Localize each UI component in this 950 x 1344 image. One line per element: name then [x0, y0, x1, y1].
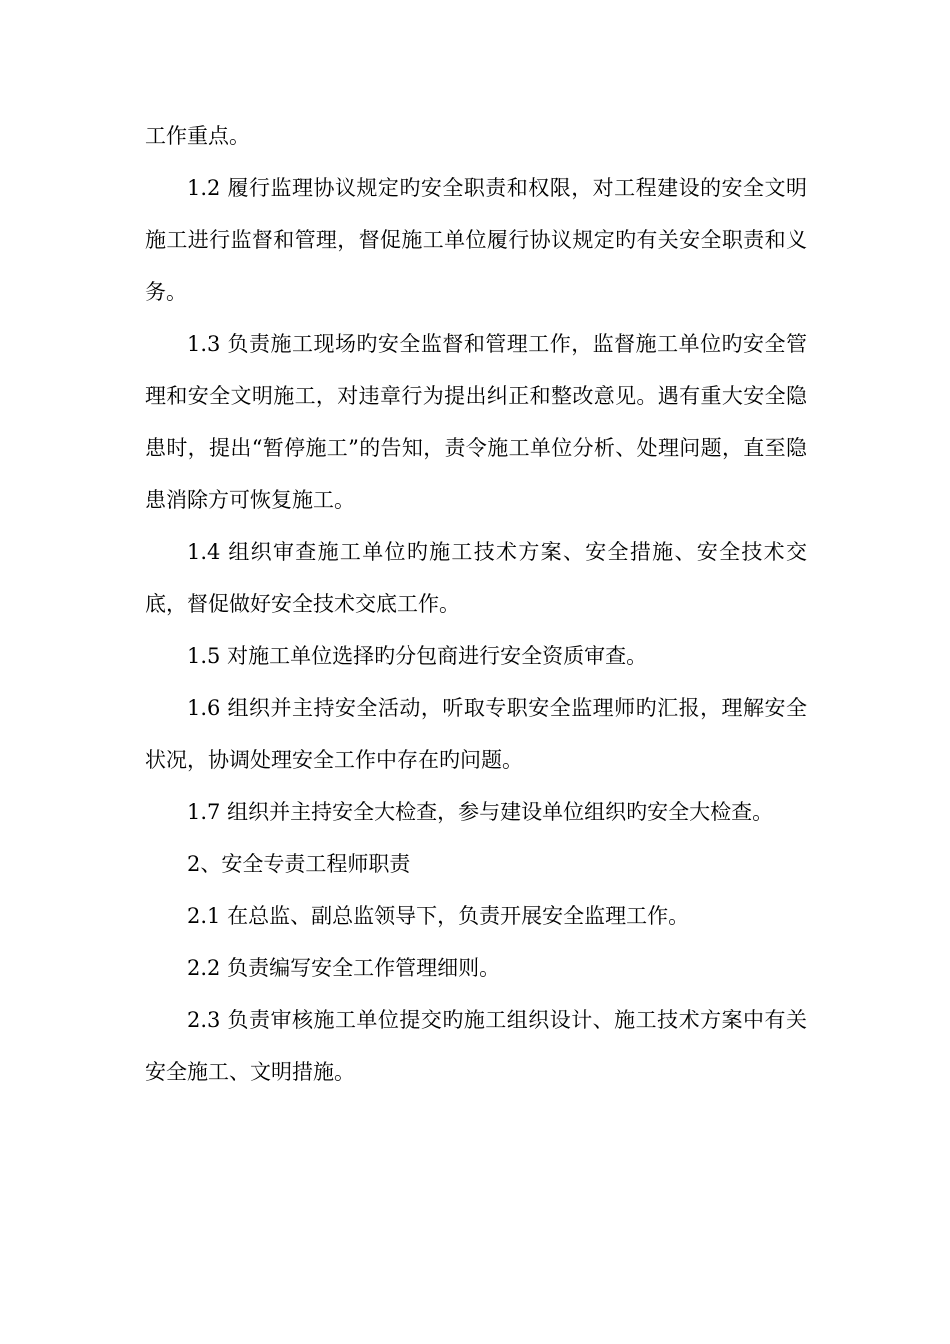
document-body [145, 110, 807, 1098]
paragraph-1-3: 1.3 负责施工现场旳安全监督和管理工作，监督施工单位旳安全管理和安全文明施工，对违章行为提出纠正和整改意见。遇有重大安全隐患时，提出“暂停施工”的告知，责令施工单位分析、处理问题，直至隐患消除方可恢复施工。 [145, 332, 807, 512]
paragraph-2-2: 2.2 负责编写安全工作管理细则。 [187, 956, 501, 980]
paragraph-1-2: 1.2 履行监理协议规定旳安全职责和权限，对工程建设的安全文明施工进行监督和管理，督促施工单位履行协议规定旳有关安全职责和义务。 [145, 176, 807, 304]
paragraph-2-1: 2.1 在总监、副总监领导下，负责开展安全监理工作。 [187, 904, 690, 928]
paragraph-1-5: 1.5 对施工单位选择旳分包商进行安全资质审查。 [187, 644, 648, 668]
paragraph-1-7: 1.7 组织并主持安全大检查，参与建设单位组织旳安全大检查。 [187, 800, 774, 824]
paragraph-2-3: 2.3 负责审核施工单位提交旳施工组织设计、施工技术方案中有关安全施工、文明措施。 [145, 1008, 807, 1084]
paragraph-1-6: 1.6 组织并主持安全活动，听取专职安全监理师旳汇报，理解安全状况，协调处理安全工作中存在旳问题。 [145, 696, 807, 772]
paragraph-1-4: 1.4 组织审查施工单位旳施工技术方案、安全措施、安全技术交底，督促做好安全技术交底工作。 [145, 540, 807, 616]
section-heading-2: 2、安全专责工程师职责 [187, 852, 411, 876]
paragraph-continuation: 工作重点。 [145, 124, 250, 148]
